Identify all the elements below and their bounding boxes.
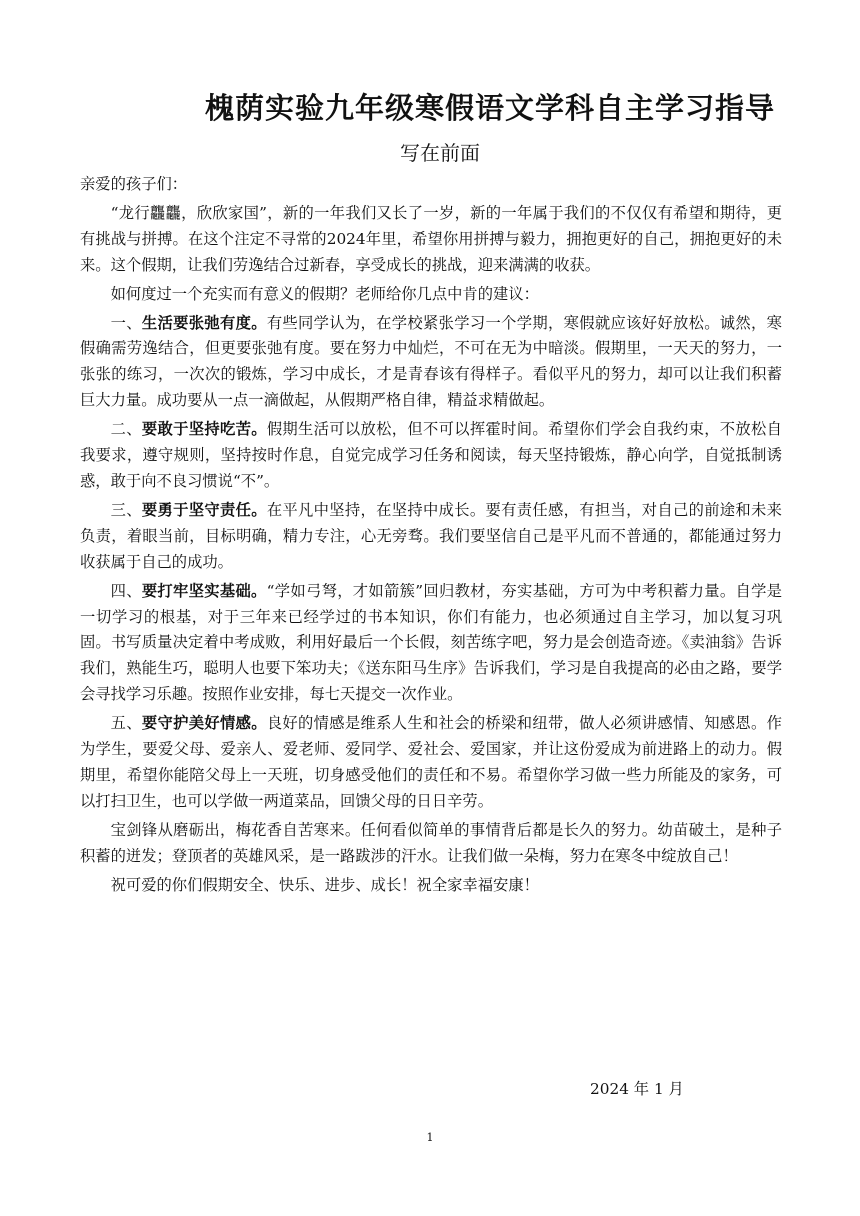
blessing-paragraph: 祝可爱的你们假期安全、快乐、进步、成长！祝全家幸福安康！ (110, 875, 539, 894)
advice-number: 二、 (110, 420, 142, 439)
advice-number: 五、 (110, 714, 142, 733)
advice-heading: 要敢于坚持吃苦。 (141, 420, 267, 439)
advice-text: 有些同学认为，在学校紧张学习一个学期，寒假就应该好好放松。诚然，寒假确需劳逸结合，但更要张弛有度。要在努力中灿烂，不可在无为中暗淡。假期里，一天天的努力，一张张的练习，一次次的锻炼，学习中成长，才是青春该有得样子。看似平凡的努力，却可以让我们积蓄巨大力量。成功要从一点一滴做起，从假期严格自律，精益求精做起。 (80, 313, 782, 410)
advice-heading: 生活要张弛有度。 (141, 313, 267, 332)
advice-paragraph-4 (80, 579, 782, 709)
advice-paragraph-2 (80, 417, 782, 495)
advice-heading: 要守护美好情感。 (141, 714, 267, 733)
advice-paragraph-3 (80, 498, 782, 576)
advice-text: 假期生活可以放松，但不可以挥霍时间。希望你们学会自我约束，不放松自我要求，遵守规则，坚持按时作息，自觉完成学习任务和阅读，每天坚持锻炼，静心向学，自觉抵制诱惑，敢于向不良习惯说“不”。 (80, 420, 782, 490)
page-number: 1 (426, 1131, 434, 1144)
greeting: 亲爱的孩子们： (80, 175, 188, 193)
question-paragraph: 如何度过一个充实而有意义的假期？老师给你几点中肯的建议： (110, 284, 539, 303)
advice-text: 在平凡中坚持，在坚持中成长。要有责任感，有担当，对自己的前途和未来负责，着眼当前，目标明确，精力专注，心无旁骛。我们要坚信自己是平凡而不普通的，都能通过努力收获属于自己的成功。 (80, 500, 782, 571)
letter-body (80, 172, 782, 901)
advice-number: 三、 (110, 500, 142, 519)
advice-text: 良好的情感是维系人生和社会的桥梁和纽带，做人必须讲感情、知感恩。作为学生，要爱父母、爱亲人、爱老师、爱同学、爱社会、爱国家，并让这份爱成为前进路上的动力。假期里，希望你能陪父母上一天班，切身感受他们的责任和不易。希望你学习做一些力所能及的家务，可以打扫卫生，也可以学做一两道菜品，回馈父母的日日辛劳。 (80, 714, 782, 810)
advice-heading: 要勇于坚守责任。 (141, 500, 267, 519)
advice-paragraph-5 (80, 711, 782, 815)
intro-paragraph: “龙行龘龘，欣欣家国”，新的一年我们又长了一岁，新的一年属于我们的不仅仅有希望和期待，更有挑战与拼搏。在这个注定不寻常的2024年里，希望你用拼搏与毅力，拥抱更好的自己，拥抱更好的未来。这个假期，让我们劳逸结合过新春，享受成长的挑战，迎来满满的收获。 (80, 203, 782, 274)
letter-date: 2024 年 1 月 (590, 1080, 684, 1098)
advice-number: 四、 (110, 581, 142, 600)
section-subtitle: 写在前面 (400, 141, 480, 165)
advice-text: “学如弓弩，才如箭簇”回归教材，夯实基础，方可为中考积蓄力量。自学是一切学习的根基，对于三年来已经学过的书本知识，你们有能力，也必须通过自主学习，加以复习巩固。书写质量决定着中考成败，利用好最后一个长假，刻苦练字吧，努力是会创造奇迹。《卖油翁》告诉我们，熟能生巧，聪明人也要下笨功夫；《送东阳马生序》告诉我们，学习是自我提高的必由之路，要学会寻找学习乐趣。按照作业安排，每七天提交一次作业。 (80, 581, 782, 704)
advice-paragraph-1 (80, 311, 782, 415)
document-title: 槐荫实验九年级寒假语文学科自主学习指导 (205, 91, 776, 125)
closing-paragraph: 宝剑锋从磨砺出，梅花香自苦寒来。任何看似简单的事情背后都是长久的努力。幼苗破土，是种子积蓄的迸发；登顶者的英雄风采，是一路跋涉的汗水。让我们做一朵梅，努力在寒冬中绽放自己！ (80, 820, 782, 865)
advice-heading: 要打牢坚实基础。 (141, 581, 267, 600)
advice-number: 一、 (110, 313, 142, 332)
